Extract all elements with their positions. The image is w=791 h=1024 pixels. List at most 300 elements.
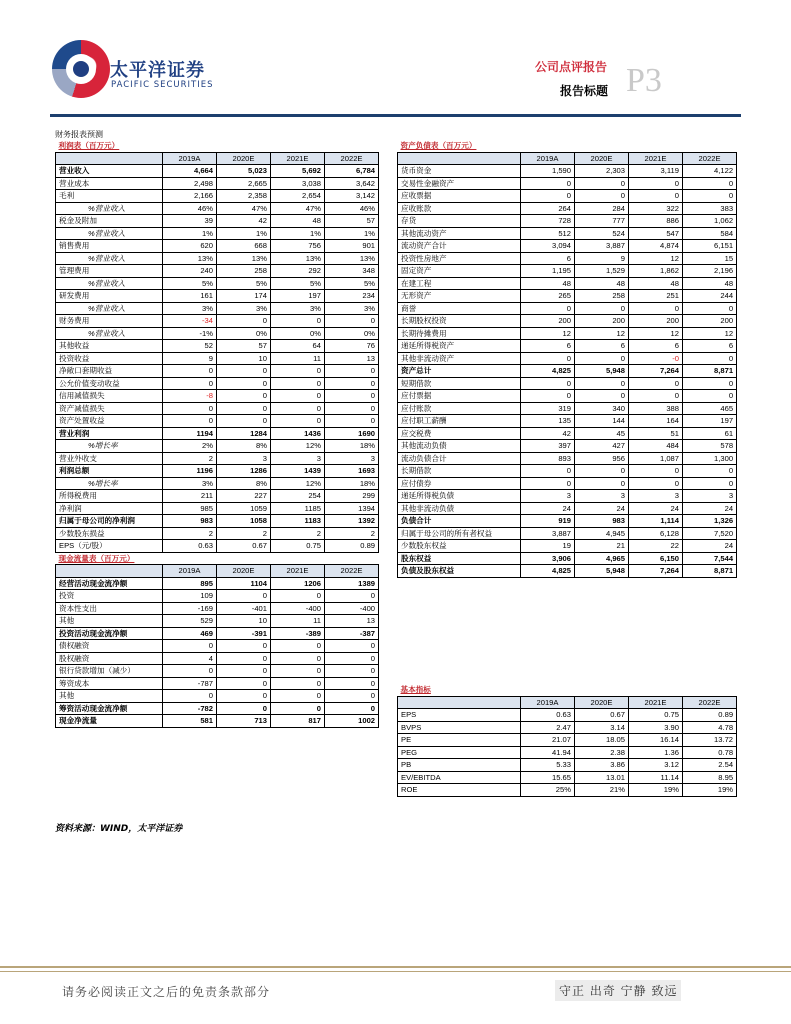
row-value: 13% <box>325 252 379 265</box>
balance-sheet-table <box>397 140 737 578</box>
row-value: 109 <box>163 590 217 603</box>
row-value: 12 <box>629 327 683 340</box>
section-caption: 财务报表预测 <box>55 130 103 139</box>
table-row <box>398 427 737 440</box>
row-value: 1392 <box>325 515 379 528</box>
row-value: 584 <box>683 227 737 240</box>
row-label: 所得税费用 <box>56 490 163 503</box>
table-row <box>56 352 379 365</box>
table-row <box>398 227 737 240</box>
row-value: 135 <box>521 415 575 428</box>
row-value: 1,087 <box>629 452 683 465</box>
row-value: 0.75 <box>271 540 325 553</box>
table-row <box>56 577 379 590</box>
table-row <box>56 690 379 703</box>
row-value: 19% <box>629 784 683 797</box>
row-value: 41.94 <box>521 746 575 759</box>
row-value: 7,264 <box>629 565 683 578</box>
row-value: 18.05 <box>575 734 629 747</box>
row-label: 资本性支出 <box>56 602 163 615</box>
table-row <box>56 677 379 690</box>
row-value: 42 <box>521 427 575 440</box>
year-header: 2019A <box>163 565 217 578</box>
row-value: 0 <box>217 640 271 653</box>
row-value: 668 <box>217 240 271 253</box>
row-label: %营业收入 <box>56 327 163 340</box>
row-label: 其他非流动资产 <box>398 352 521 365</box>
row-value: 3,642 <box>325 177 379 190</box>
row-value: 3,887 <box>575 240 629 253</box>
year-header: 2021E <box>271 152 325 165</box>
row-label: EPS <box>398 709 521 722</box>
row-value: -391 <box>217 627 271 640</box>
row-value: 0.78 <box>683 746 737 759</box>
row-value: 0 <box>575 302 629 315</box>
table-row <box>56 202 379 215</box>
row-value: 11 <box>271 352 325 365</box>
row-value: 0 <box>271 702 325 715</box>
row-value: 45 <box>575 427 629 440</box>
row-value: 174 <box>217 290 271 303</box>
row-label: 商誉 <box>398 302 521 315</box>
table-row <box>56 640 379 653</box>
table-row <box>398 165 737 178</box>
row-value: 0 <box>325 702 379 715</box>
row-value: 0 <box>271 402 325 415</box>
row-label: 在建工程 <box>398 277 521 290</box>
row-value: 64 <box>271 340 325 353</box>
row-value: 13% <box>163 252 217 265</box>
row-value: 465 <box>683 402 737 415</box>
row-label: PE <box>398 734 521 747</box>
footer-divider-thin <box>0 971 791 972</box>
year-header: 2020E <box>217 565 271 578</box>
row-value: 620 <box>163 240 217 253</box>
row-value: 0 <box>163 640 217 653</box>
row-value: 18% <box>325 440 379 453</box>
table-row <box>56 702 379 715</box>
table-row <box>56 627 379 640</box>
row-value: 581 <box>163 715 217 728</box>
table-row <box>398 365 737 378</box>
row-value: 3.14 <box>575 721 629 734</box>
row-value: 1,862 <box>629 265 683 278</box>
row-value: 24 <box>521 502 575 515</box>
row-value: 2,654 <box>271 190 325 203</box>
table-row <box>398 502 737 515</box>
row-value: 2,166 <box>163 190 217 203</box>
row-value: 4,664 <box>163 165 217 178</box>
table-row <box>56 477 379 490</box>
row-value: 0 <box>683 377 737 390</box>
table-row <box>398 252 737 265</box>
row-value: 0 <box>217 365 271 378</box>
row-value: 0 <box>521 177 575 190</box>
row-value: 8,871 <box>683 365 737 378</box>
row-value: 48 <box>271 215 325 228</box>
row-value: 5% <box>217 277 271 290</box>
row-label: 负债及股东权益 <box>398 565 521 578</box>
row-value: 24 <box>575 502 629 515</box>
row-value: 12 <box>683 327 737 340</box>
row-value: 1185 <box>271 502 325 515</box>
row-value: 251 <box>629 290 683 303</box>
row-value: 13 <box>325 352 379 365</box>
row-label: 信用减值损失 <box>56 390 163 403</box>
year-header: 2019A <box>163 152 217 165</box>
row-value: 2 <box>163 527 217 540</box>
section-title: 现金流量表（百万元） <box>58 553 135 563</box>
row-value: 244 <box>683 290 737 303</box>
row-label: 其他 <box>56 615 163 628</box>
row-value: 258 <box>217 265 271 278</box>
row-value: 0 <box>217 652 271 665</box>
row-value: 0 <box>217 665 271 678</box>
row-value: 24 <box>683 540 737 553</box>
row-value: 0 <box>271 315 325 328</box>
row-value: 2,665 <box>217 177 271 190</box>
row-value: 3,887 <box>521 527 575 540</box>
row-label: 长期股权投资 <box>398 315 521 328</box>
row-value: 340 <box>575 402 629 415</box>
table-row <box>56 327 379 340</box>
table-row <box>398 177 737 190</box>
row-value: 1394 <box>325 502 379 515</box>
row-label: 应收票据 <box>398 190 521 203</box>
row-value: 3,906 <box>521 552 575 565</box>
row-value: 578 <box>683 440 737 453</box>
row-value: 2 <box>271 527 325 540</box>
row-value: 0 <box>575 465 629 478</box>
row-value: 0 <box>325 402 379 415</box>
row-value: 19 <box>521 540 575 553</box>
table-row <box>398 402 737 415</box>
row-value: 1.36 <box>629 746 683 759</box>
row-label: %营业收入 <box>56 202 163 215</box>
table-row <box>398 552 737 565</box>
row-label: PEG <box>398 746 521 759</box>
row-value: 2,358 <box>217 190 271 203</box>
row-value: 0 <box>325 377 379 390</box>
row-value: 42 <box>217 215 271 228</box>
row-value: 0 <box>217 402 271 415</box>
row-value: -0 <box>629 352 683 365</box>
row-value: 0 <box>521 377 575 390</box>
table-row <box>398 477 737 490</box>
row-value: 0 <box>521 302 575 315</box>
table-row <box>56 290 379 303</box>
row-value: 5% <box>325 277 379 290</box>
table-row <box>56 415 379 428</box>
row-value: 0 <box>271 665 325 678</box>
row-value: 0 <box>521 477 575 490</box>
row-value: 3% <box>163 302 217 315</box>
year-header: 2022E <box>325 565 379 578</box>
row-value: 0 <box>325 690 379 703</box>
source-note: 资料来源：WIND，太平洋证券 <box>55 824 183 834</box>
row-value: 48 <box>521 277 575 290</box>
row-value: 0 <box>325 415 379 428</box>
row-value: 322 <box>629 202 683 215</box>
table-row <box>56 465 379 478</box>
row-value: 1389 <box>325 577 379 590</box>
row-value: -34 <box>163 315 217 328</box>
table-row <box>398 515 737 528</box>
row-value: 0 <box>575 177 629 190</box>
table-row <box>398 527 737 540</box>
section-title: 基本指标 <box>400 685 431 695</box>
table-row <box>56 590 379 603</box>
row-label: 少数股东损益 <box>56 527 163 540</box>
table-row <box>56 165 379 178</box>
row-value: 16.14 <box>629 734 683 747</box>
row-value: 15 <box>683 252 737 265</box>
row-value: 0.63 <box>163 540 217 553</box>
row-value: 1,300 <box>683 452 737 465</box>
row-value: 12 <box>575 327 629 340</box>
row-value: 46% <box>163 202 217 215</box>
row-value: 254 <box>271 490 325 503</box>
table-row <box>56 440 379 453</box>
row-label: %增长率 <box>56 440 163 453</box>
row-value: 8% <box>217 477 271 490</box>
row-value: 3% <box>217 302 271 315</box>
year-header: 2022E <box>325 152 379 165</box>
logo-mark-icon <box>52 40 110 98</box>
table-row <box>56 602 379 615</box>
row-value: 6 <box>575 340 629 353</box>
row-label: EPS（元/股） <box>56 540 163 553</box>
row-label: 税金及附加 <box>56 215 163 228</box>
row-value: 0 <box>629 377 683 390</box>
row-label: 债权融资 <box>56 640 163 653</box>
row-value: 0 <box>683 465 737 478</box>
row-value: 0 <box>217 377 271 390</box>
row-value: 6,150 <box>629 552 683 565</box>
row-value: 0 <box>629 177 683 190</box>
row-value: 713 <box>217 715 271 728</box>
row-value: 0 <box>575 352 629 365</box>
row-value: 919 <box>521 515 575 528</box>
year-header: 2021E <box>629 152 683 165</box>
row-value: 200 <box>683 315 737 328</box>
table-row <box>398 215 737 228</box>
row-label: 营业利润 <box>56 427 163 440</box>
table-row <box>398 734 737 747</box>
row-value: 10 <box>217 352 271 365</box>
row-label: 短期借款 <box>398 377 521 390</box>
row-value: 57 <box>325 215 379 228</box>
section-title-row <box>398 140 737 152</box>
table-row <box>56 365 379 378</box>
table-row <box>56 665 379 678</box>
row-value: 0 <box>217 390 271 403</box>
row-label: 其他收益 <box>56 340 163 353</box>
table-row <box>398 709 737 722</box>
row-value: 76 <box>325 340 379 353</box>
row-value: 61 <box>683 427 737 440</box>
table-row <box>398 240 737 253</box>
row-value: 0 <box>629 302 683 315</box>
row-value: -782 <box>163 702 217 715</box>
row-value: 895 <box>163 577 217 590</box>
row-value: 1693 <box>325 465 379 478</box>
report-title: 报告标题 <box>560 84 609 98</box>
year-header: 2022E <box>683 696 737 709</box>
row-value: 1439 <box>271 465 325 478</box>
row-value: 0 <box>521 390 575 403</box>
row-value: 0 <box>325 677 379 690</box>
year-header: 2019A <box>521 696 575 709</box>
row-value: 985 <box>163 502 217 515</box>
row-value: 299 <box>325 490 379 503</box>
table-row <box>56 427 379 440</box>
row-value: -8 <box>163 390 217 403</box>
row-value: 8% <box>217 440 271 453</box>
row-label: %营业收入 <box>56 277 163 290</box>
row-value: 2% <box>163 440 217 453</box>
row-value: 6,784 <box>325 165 379 178</box>
row-value: 24 <box>629 502 683 515</box>
table-row <box>56 265 379 278</box>
row-value: 0 <box>271 365 325 378</box>
row-value: 0 <box>163 415 217 428</box>
row-value: 21.07 <box>521 734 575 747</box>
year-header: 2020E <box>575 696 629 709</box>
row-value: 3,094 <box>521 240 575 253</box>
row-value: 893 <box>521 452 575 465</box>
table-row <box>398 302 737 315</box>
row-value: 1058 <box>217 515 271 528</box>
row-value: 3.90 <box>629 721 683 734</box>
row-label: 负债合计 <box>398 515 521 528</box>
row-value: 0 <box>325 315 379 328</box>
row-value: 5,948 <box>575 565 629 578</box>
row-value: 956 <box>575 452 629 465</box>
row-value: 0.75 <box>629 709 683 722</box>
row-value: 886 <box>629 215 683 228</box>
row-value: 319 <box>521 402 575 415</box>
row-value: 0% <box>217 327 271 340</box>
row-value: 57 <box>217 340 271 353</box>
row-value: 2.47 <box>521 721 575 734</box>
table-row <box>56 227 379 240</box>
row-value: 1,529 <box>575 265 629 278</box>
row-value: 13.01 <box>575 771 629 784</box>
row-value: -389 <box>271 627 325 640</box>
row-value: 0 <box>163 690 217 703</box>
row-label: 其他非流动负债 <box>398 502 521 515</box>
row-label: 营业成本 <box>56 177 163 190</box>
row-value: 3,038 <box>271 177 325 190</box>
table-row <box>56 340 379 353</box>
year-header-row <box>398 152 737 165</box>
row-value: 4 <box>163 652 217 665</box>
row-value: 1206 <box>271 577 325 590</box>
table-row <box>398 784 737 797</box>
row-value: 469 <box>163 627 217 640</box>
row-label: %营业收入 <box>56 302 163 315</box>
table-row <box>56 402 379 415</box>
row-value: 0 <box>683 390 737 403</box>
row-value: 0 <box>575 190 629 203</box>
row-value: 3% <box>163 477 217 490</box>
table-row <box>398 190 737 203</box>
row-value: 51 <box>629 427 683 440</box>
row-value: 0 <box>217 690 271 703</box>
row-value: 512 <box>521 227 575 240</box>
row-value: 5,948 <box>575 365 629 378</box>
row-label: 存货 <box>398 215 521 228</box>
row-label: BVPS <box>398 721 521 734</box>
row-value: 265 <box>521 290 575 303</box>
row-label: 流动负债合计 <box>398 452 521 465</box>
row-value: 12 <box>521 327 575 340</box>
row-label: 资产总计 <box>398 365 521 378</box>
row-value: 0 <box>683 352 737 365</box>
row-label: EV/EBITDA <box>398 771 521 784</box>
row-value: 292 <box>271 265 325 278</box>
row-value: 197 <box>271 290 325 303</box>
row-value: 0 <box>271 640 325 653</box>
row-value: 2,498 <box>163 177 217 190</box>
row-value: 3 <box>271 452 325 465</box>
row-value: 0 <box>575 377 629 390</box>
table-row <box>398 440 737 453</box>
year-header: 2019A <box>521 152 575 165</box>
row-value: 200 <box>629 315 683 328</box>
row-value: 9 <box>575 252 629 265</box>
row-value: 3 <box>521 490 575 503</box>
row-label: 流动资产合计 <box>398 240 521 253</box>
table-row <box>398 759 737 772</box>
table-row <box>56 615 379 628</box>
section-title-row <box>56 552 379 565</box>
row-value: 3.12 <box>629 759 683 772</box>
row-value: 161 <box>163 290 217 303</box>
table-row <box>398 390 737 403</box>
row-label: 应付债券 <box>398 477 521 490</box>
row-value: 348 <box>325 265 379 278</box>
row-value: 0 <box>629 190 683 203</box>
row-value: 13% <box>217 252 271 265</box>
table-row <box>398 290 737 303</box>
row-value: 1194 <box>163 427 217 440</box>
page-number: P3 <box>626 62 662 99</box>
row-value: 0 <box>325 590 379 603</box>
row-label: 应付账款 <box>398 402 521 415</box>
row-value: 0 <box>629 390 683 403</box>
row-value: 3 <box>575 490 629 503</box>
row-label: 递延所得税负债 <box>398 490 521 503</box>
row-value: 211 <box>163 490 217 503</box>
row-value: 13.72 <box>683 734 737 747</box>
table-row <box>398 315 737 328</box>
row-value: 200 <box>521 315 575 328</box>
row-value: 52 <box>163 340 217 353</box>
row-value: 0 <box>163 377 217 390</box>
row-value: 227 <box>217 490 271 503</box>
row-value: 0.89 <box>683 709 737 722</box>
row-value: 1% <box>271 227 325 240</box>
row-label: 其他流动负债 <box>398 440 521 453</box>
row-value: 2 <box>217 527 271 540</box>
row-label: %营业收入 <box>56 252 163 265</box>
row-value: 0 <box>575 390 629 403</box>
row-value: 547 <box>629 227 683 240</box>
row-value: 728 <box>521 215 575 228</box>
row-value: 2.38 <box>575 746 629 759</box>
